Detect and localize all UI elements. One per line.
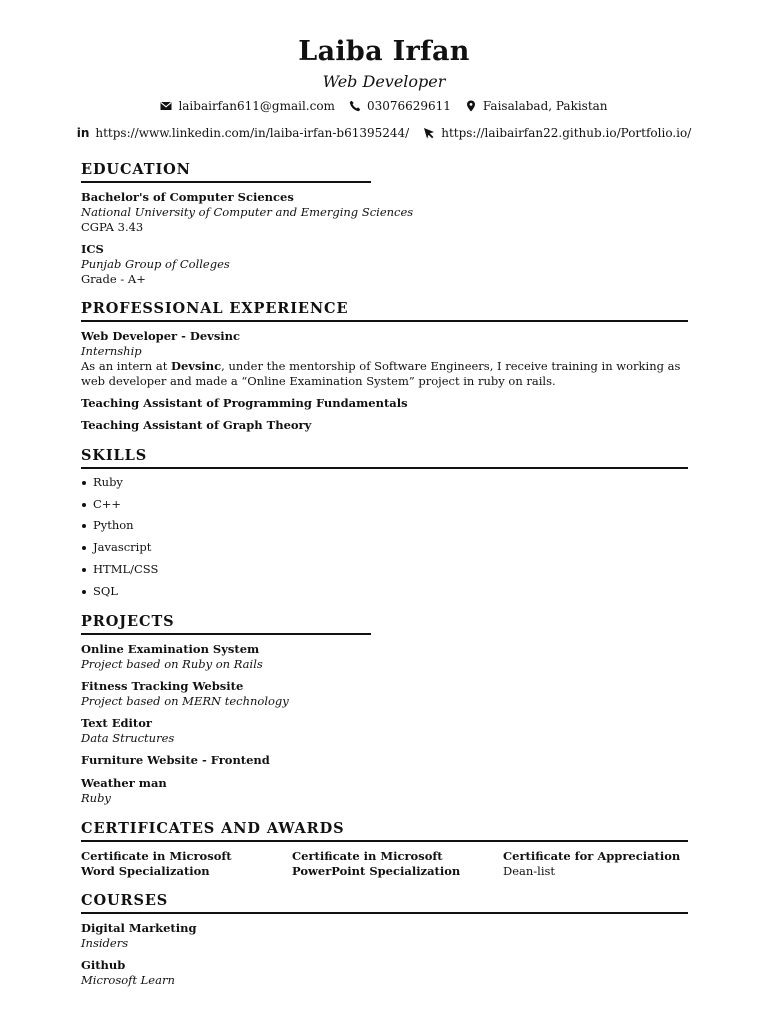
mail-icon bbox=[160, 100, 172, 112]
school: Punjab Group of Colleges bbox=[81, 257, 230, 271]
phone-contact[interactable] bbox=[349, 99, 451, 113]
course-name: Github bbox=[81, 958, 126, 972]
education-header bbox=[81, 161, 371, 183]
projects-title: PROJECTS bbox=[81, 613, 371, 635]
project-entry bbox=[81, 776, 167, 806]
experience-entry bbox=[81, 329, 688, 389]
desc-pre: As an intern at bbox=[81, 359, 171, 373]
linkedin-link[interactable] bbox=[77, 126, 410, 140]
certificate-name: Certificate in Microsoft Word Specialization bbox=[81, 849, 232, 878]
certificate-item bbox=[81, 849, 251, 879]
grade: CGPA 3.43 bbox=[81, 220, 144, 234]
experience-entry bbox=[81, 418, 688, 433]
location-text: Faisalabad, Pakistan bbox=[482, 99, 608, 113]
certificate-item bbox=[503, 849, 688, 879]
experience-entry bbox=[81, 396, 688, 411]
project-name: Fitness Tracking Website bbox=[81, 679, 244, 693]
phone-text: 03076629611 bbox=[366, 99, 451, 113]
linkedin-url: https://www.linkedin.com/in/laiba-irfan-b61395244/ bbox=[95, 126, 410, 140]
courses-title: COURSES bbox=[81, 892, 688, 914]
project-entry bbox=[81, 753, 270, 768]
course-provider: Microsoft Learn bbox=[81, 973, 175, 987]
location-contact bbox=[465, 99, 608, 113]
skills-list bbox=[81, 472, 158, 602]
skill-item: C++ bbox=[81, 494, 158, 516]
certificate-detail: Dean-list bbox=[503, 864, 556, 878]
skill-item: SQL bbox=[81, 581, 158, 603]
certificate-item bbox=[292, 849, 462, 879]
project-entry bbox=[81, 642, 263, 672]
email-contact[interactable] bbox=[160, 99, 335, 113]
contact-row-primary bbox=[0, 99, 768, 113]
certificates-title: CERTIFICATES AND AWARDS bbox=[81, 820, 688, 842]
certificates-header bbox=[81, 820, 688, 842]
skill-item: Ruby bbox=[81, 472, 158, 494]
course-provider: Insiders bbox=[81, 936, 129, 950]
education-entry bbox=[81, 242, 230, 287]
project-desc: Data Structures bbox=[81, 731, 175, 745]
phone-icon bbox=[349, 100, 361, 112]
grade: Grade - A+ bbox=[81, 272, 146, 286]
portfolio-url: https://laibairfan22.github.io/Portfolio.io/ bbox=[441, 126, 692, 140]
education-title: EDUCATION bbox=[81, 161, 371, 183]
ta-role: Teaching Assistant of Programming Fundamentals bbox=[81, 396, 408, 410]
project-desc: Project based on Ruby on Rails bbox=[81, 657, 263, 671]
candidate-name: Laiba Irfan bbox=[298, 36, 470, 67]
courses-header bbox=[81, 892, 688, 914]
job-description bbox=[81, 359, 688, 389]
skill-item: HTML/CSS bbox=[81, 559, 158, 581]
portfolio-link[interactable] bbox=[423, 126, 691, 140]
project-name: Furniture Website - Frontend bbox=[81, 753, 270, 767]
project-desc: Ruby bbox=[81, 791, 111, 805]
degree: Bachelor's of Computer Sciences bbox=[81, 190, 294, 204]
job-title: Web Developer - Devsinc bbox=[81, 329, 241, 343]
projects-header bbox=[81, 613, 371, 635]
location-pin-icon bbox=[465, 100, 477, 112]
education-entry bbox=[81, 190, 413, 235]
cursor-icon bbox=[423, 127, 435, 139]
skill-item: Python bbox=[81, 515, 158, 537]
project-name: Weather man bbox=[81, 776, 167, 790]
certificate-name: Certificate for Appreciation bbox=[503, 849, 681, 863]
school: National University of Computer and Emerging Sciences bbox=[81, 205, 414, 219]
ta-role: Teaching Assistant of Graph Theory bbox=[81, 418, 312, 432]
experience-title: PROFESSIONAL EXPERIENCE bbox=[81, 300, 688, 322]
course-entry bbox=[81, 958, 175, 988]
desc-post: , under the mentorship of Software Engineers, I receive training in working as web developer and made a “Online Examination System” project in ruby on rails. bbox=[81, 359, 681, 388]
skills-header bbox=[81, 447, 688, 469]
certificates-grid bbox=[81, 849, 688, 879]
project-entry bbox=[81, 716, 174, 746]
experience-header bbox=[81, 300, 688, 322]
project-entry bbox=[81, 679, 289, 709]
certificates-grid-wrap bbox=[81, 849, 688, 879]
company-name: Devsinc bbox=[170, 359, 222, 373]
skill-item: Javascript bbox=[81, 537, 158, 559]
project-name: Online Examination System bbox=[81, 642, 260, 656]
job-role: Web Developer bbox=[322, 72, 446, 91]
course-entry bbox=[81, 921, 197, 951]
degree: ICS bbox=[81, 242, 104, 256]
linkedin-icon: in bbox=[76, 126, 90, 140]
project-name: Text Editor bbox=[81, 716, 152, 730]
job-type: Internship bbox=[81, 344, 142, 358]
project-desc: Project based on MERN technology bbox=[81, 694, 289, 708]
skills-title: SKILLS bbox=[81, 447, 688, 469]
contact-row-links bbox=[0, 126, 768, 140]
email-text: laibairfan611@gmail.com bbox=[178, 99, 335, 113]
skills-list-wrap bbox=[81, 472, 158, 602]
course-name: Digital Marketing bbox=[81, 921, 197, 935]
certificate-name: Certificate in Microsoft PowerPoint Specialization bbox=[292, 849, 461, 878]
